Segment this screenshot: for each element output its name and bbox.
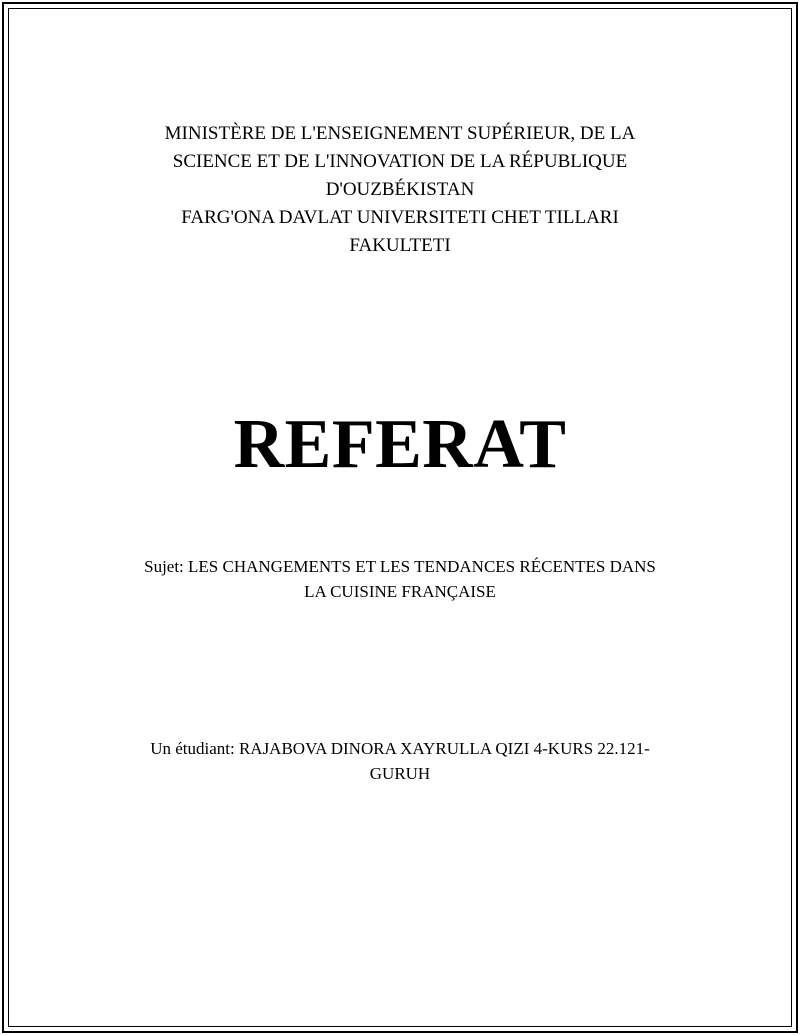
student-block bbox=[100, 736, 700, 786]
institution-line: SCIENCE ET DE L'INNOVATION DE LA RÉPUBLIQUE bbox=[172, 151, 628, 172]
institution-line: FAKULTETI bbox=[349, 235, 451, 256]
institution-header bbox=[100, 120, 700, 260]
subject-block bbox=[100, 554, 700, 604]
subject-line: Sujet: LES CHANGEMENTS ET LES TENDANCES RÉCENTES DANS bbox=[144, 557, 656, 576]
student-line: GURUH bbox=[369, 764, 431, 783]
student-line: Un étudiant: RAJABOVA DINORA XAYRULLA QIZI 4-KURS 22.121- bbox=[150, 739, 650, 758]
institution-line: D'OUZBÉKISTAN bbox=[325, 179, 475, 200]
institution-line: MINISTÈRE DE L'ENSEIGNEMENT SUPÉRIEUR, DE LA bbox=[164, 123, 636, 144]
institution-line: FARG'ONA DAVLAT UNIVERSITETI CHET TILLARI bbox=[181, 207, 619, 228]
document-title: REFERAT bbox=[233, 406, 567, 483]
subject-line: LA CUISINE FRANÇAISE bbox=[304, 582, 496, 601]
